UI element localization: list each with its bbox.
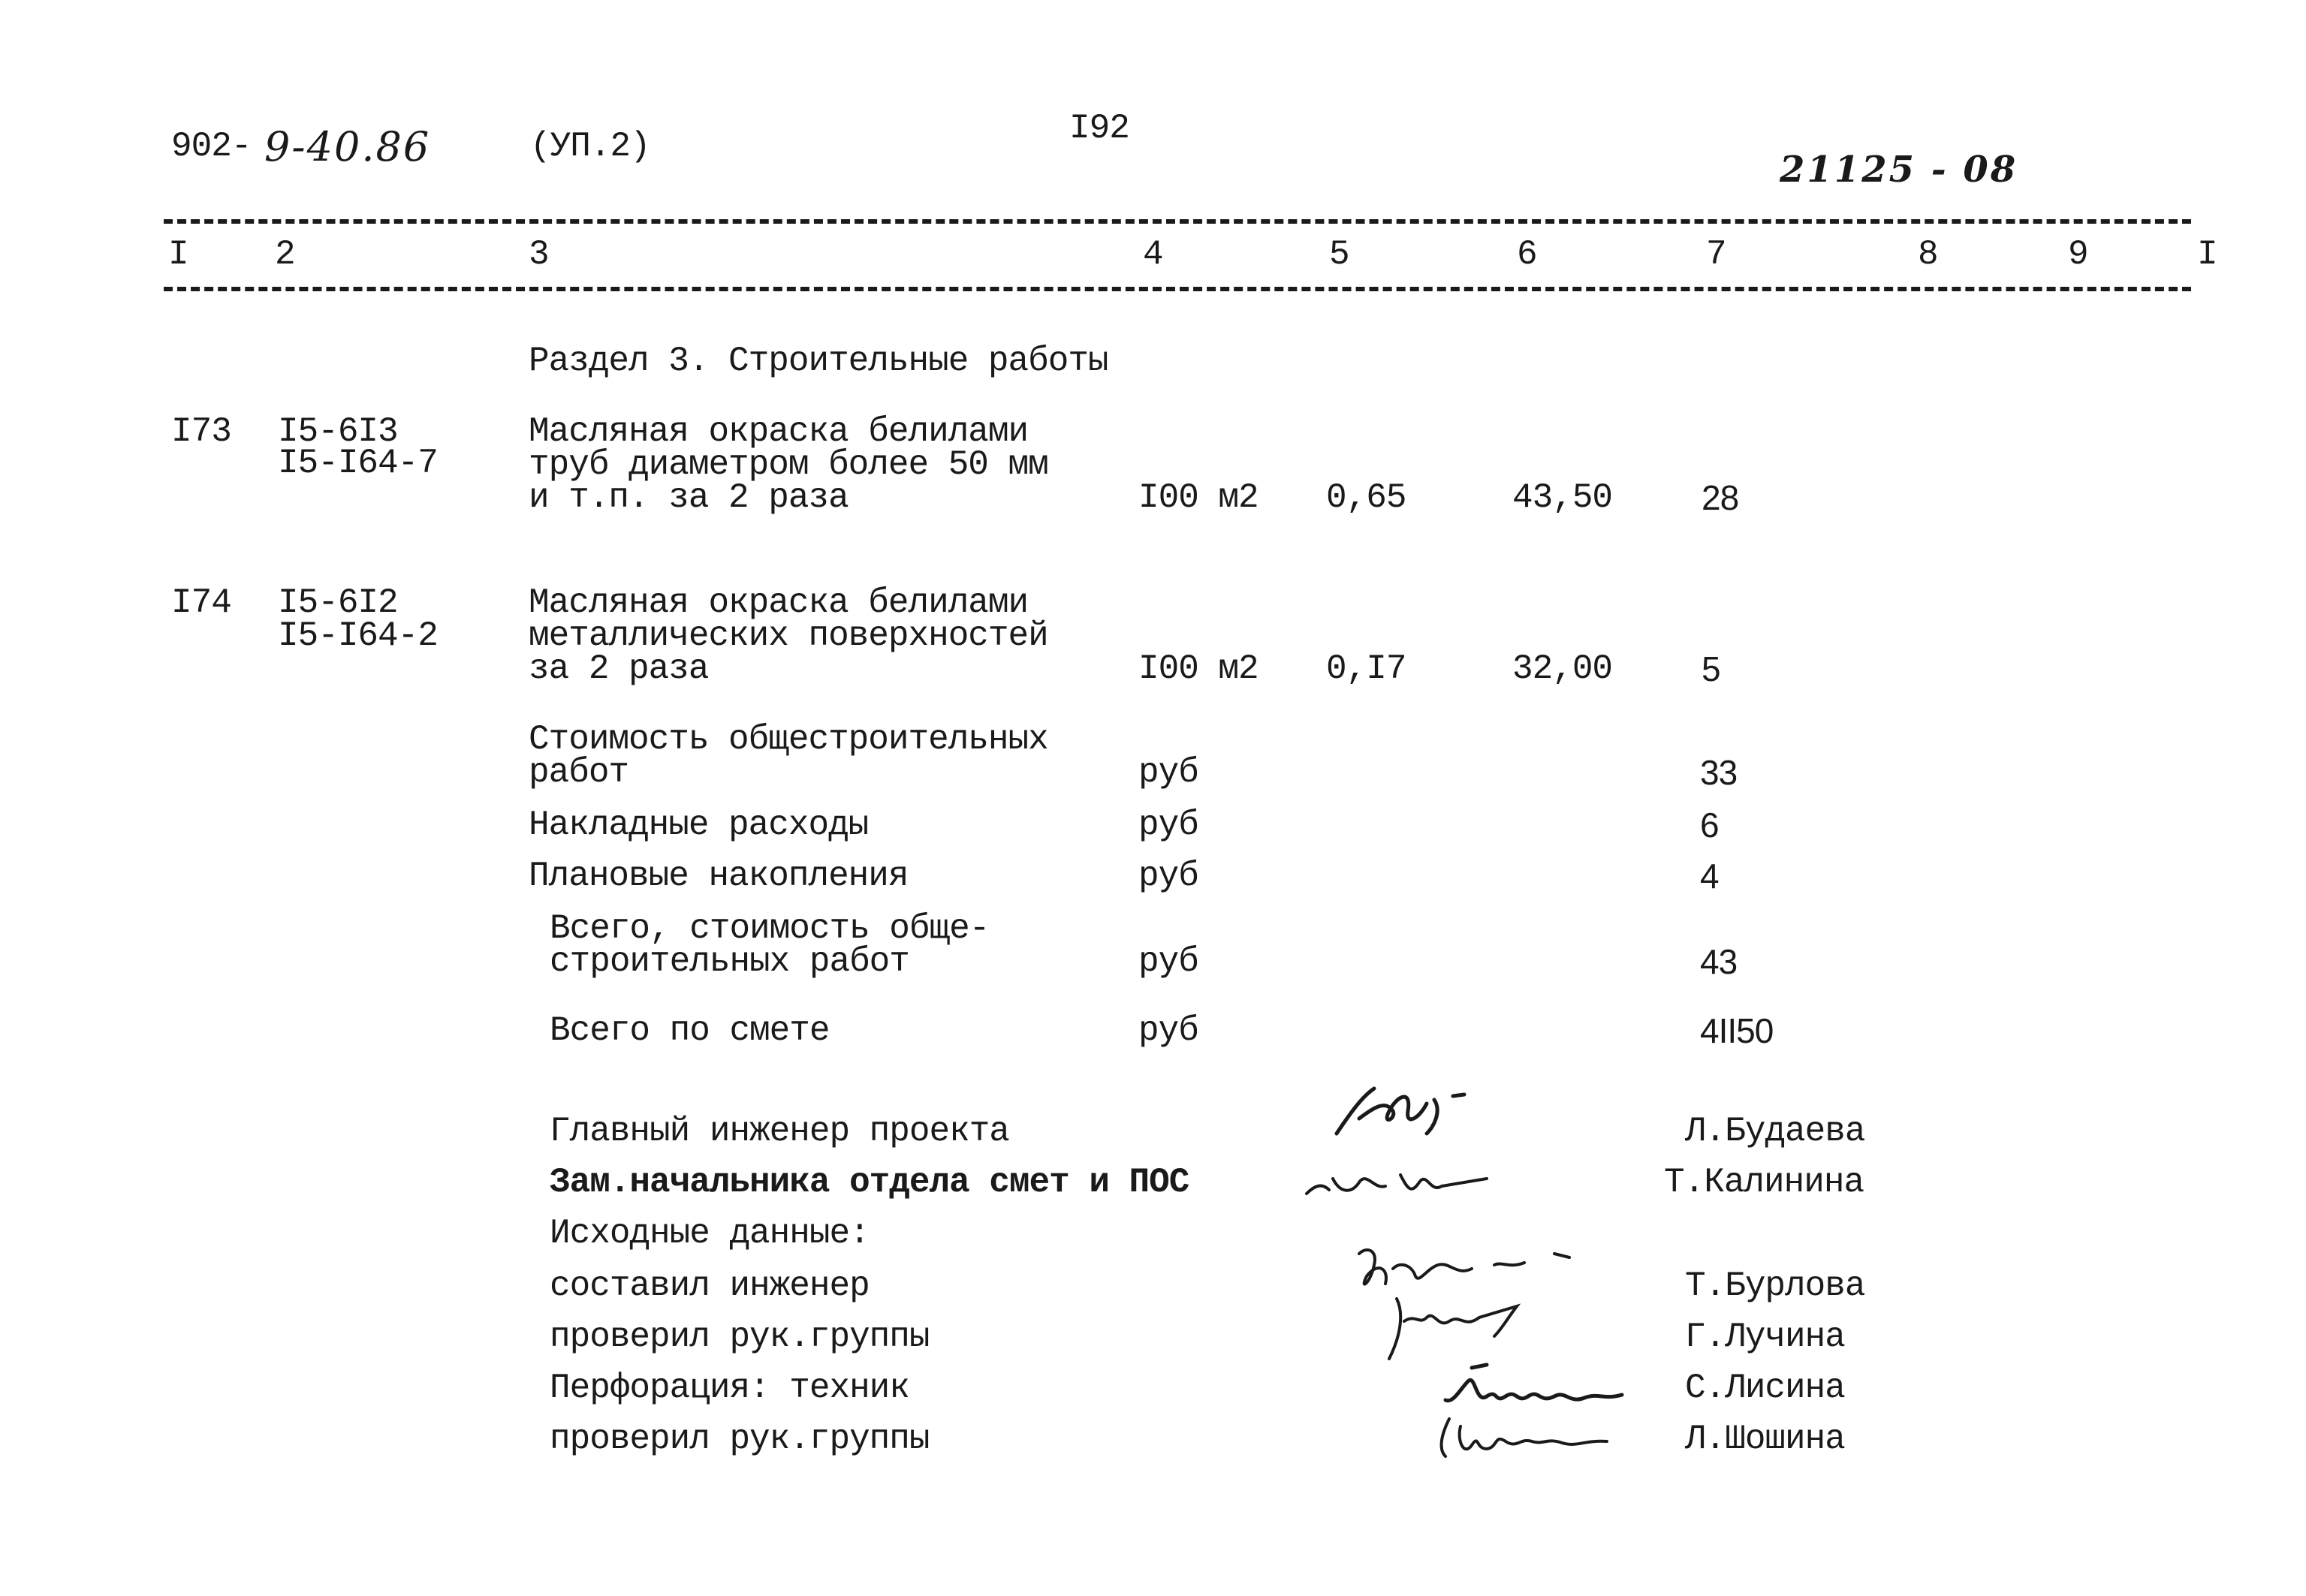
column-header-9: 9: [2068, 235, 2088, 274]
signatory-name: Т.Бурлова: [1685, 1266, 1865, 1305]
summary-label: строительных работ: [550, 942, 909, 981]
summary-label: Всего, стоимость обще-: [550, 909, 990, 948]
column-header-7: 7: [1706, 235, 1726, 274]
column-header-6: 6: [1517, 235, 1537, 274]
signatory-name: Л.Будаева: [1685, 1112, 1865, 1151]
document-code-printed: 902-: [171, 127, 252, 166]
item-unit: I00 м2: [1138, 649, 1259, 688]
signatory-role: проверил рук.группы: [550, 1420, 930, 1459]
header-rule-bottom: [164, 287, 2191, 291]
summary-unit: руб: [1138, 857, 1198, 896]
column-header-2: 2: [275, 235, 295, 274]
signatory-role: составил инженер: [550, 1266, 870, 1305]
item-number: I73: [171, 412, 231, 451]
column-header-4: 4: [1143, 235, 1163, 274]
signatory-name: Л.Шошина: [1685, 1420, 1845, 1459]
summary-total: 6: [1700, 806, 1719, 845]
summary-label: Плановые накопления: [529, 857, 909, 896]
stamp-number: 21125 - 08: [1780, 149, 2018, 191]
signatory-role: Зам.начальника отдела смет и ПОС: [550, 1163, 1189, 1202]
item-total: 28: [1702, 478, 1739, 517]
signatory-name: С.Лисина: [1685, 1369, 1845, 1408]
document-code-handwritten: 9-40.86: [264, 123, 431, 170]
album-label: (УП.2): [530, 127, 650, 166]
item-description-line: и т.п. за 2 раза: [529, 478, 849, 517]
summary-unit: руб: [1138, 942, 1198, 981]
item-description-line: труб диаметром более 50 мм: [529, 445, 1048, 484]
section-title: Раздел 3. Строительные работы: [529, 342, 1108, 381]
source-data-heading: Исходные данные:: [550, 1214, 870, 1253]
column-header-10: I: [2197, 235, 2217, 274]
signature-kalinina: [1299, 1149, 1502, 1209]
summary-label: Накладные расходы: [529, 806, 869, 845]
item-description-line: Масляная окраска белилами: [529, 583, 1029, 622]
signatory-role: Главный инженер проекта: [550, 1112, 1009, 1151]
item-description-line: Масляная окраска белилами: [529, 412, 1029, 451]
item-code: I5-I64-7: [278, 444, 438, 483]
grand-total-unit: руб: [1138, 1011, 1198, 1050]
signatory-name: Т.Калинина: [1664, 1163, 1864, 1202]
signatory-role: проверил рук.группы: [550, 1317, 930, 1357]
item-code: I5-I64-2: [278, 616, 438, 655]
column-header-1: I: [168, 235, 188, 274]
item-code: I5-6I2: [278, 583, 398, 622]
item-description-line: металлических поверхностей: [529, 616, 1048, 655]
item-quantity: 0,I7: [1326, 649, 1406, 688]
header-rule-top: [164, 219, 2191, 224]
summary-label: Стоимость общестроительных: [529, 720, 1048, 759]
column-header-8: 8: [1918, 235, 1938, 274]
item-unit-price: 32,00: [1512, 649, 1613, 688]
grand-total-value: 4II50: [1700, 1011, 1774, 1050]
item-quantity: 0,65: [1326, 478, 1406, 517]
item-unit: I00 м2: [1138, 478, 1259, 517]
item-code: I5-6I3: [278, 412, 398, 451]
item-description-line: за 2 раза: [529, 649, 709, 688]
signatory-name: Г.Лучина: [1685, 1317, 1845, 1357]
signatory-role: Перфорация: техник: [550, 1369, 909, 1408]
summary-total: 4: [1700, 857, 1719, 896]
page-number: I92: [1069, 109, 1129, 148]
summary-label: работ: [529, 753, 629, 792]
summary-total: 33: [1700, 753, 1738, 792]
item-unit-price: 43,50: [1512, 478, 1613, 517]
signature-shoshina: [1427, 1404, 1644, 1471]
column-header-3: 3: [529, 235, 549, 274]
summary-unit: руб: [1138, 806, 1198, 845]
item-number: I74: [171, 583, 231, 622]
signature-luchina: [1374, 1284, 1539, 1366]
signature-budaeva: [1322, 1066, 1487, 1149]
summary-total: 43: [1700, 942, 1738, 981]
summary-unit: руб: [1138, 753, 1198, 792]
column-header-5: 5: [1329, 235, 1349, 274]
grand-total-label: Всего по смете: [550, 1011, 830, 1050]
item-total: 5: [1702, 649, 1720, 688]
